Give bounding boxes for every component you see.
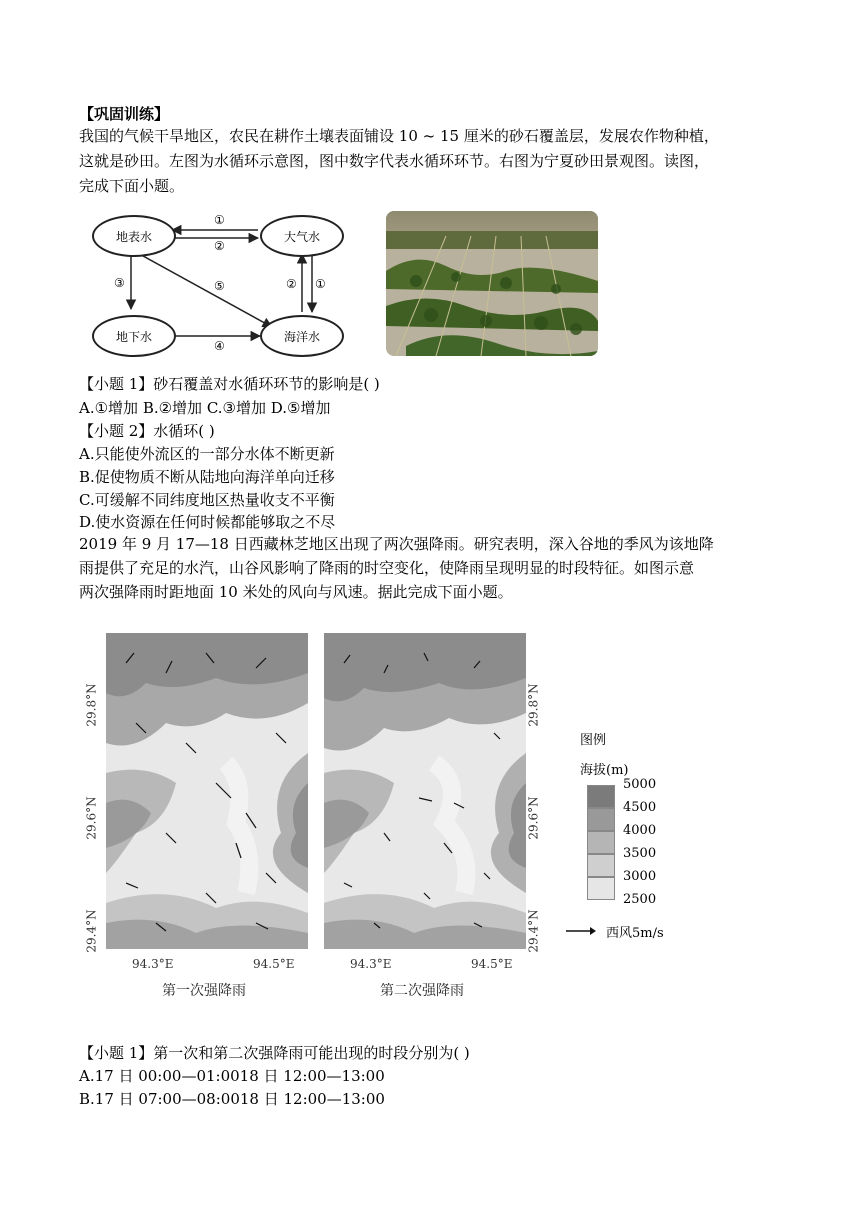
question-options: A.①增加 B.②增加 C.③增加 D.⑤增加: [79, 399, 331, 417]
wind-map-figure: [80, 628, 720, 1008]
atmosphere-water-node: 大气水: [260, 215, 344, 257]
lon-label: 94.5°E: [253, 957, 295, 971]
ground-water-node: 地下水: [92, 315, 176, 357]
legend-swatch: [587, 877, 615, 900]
legend-value: 3500: [623, 846, 657, 861]
sand-field-photo: [386, 211, 598, 356]
legend-swatch: [587, 831, 615, 854]
legend-subtitle: 海拔(m): [580, 763, 629, 778]
legend-value: 4500: [623, 800, 657, 815]
lat-label: 29.6°N: [84, 796, 99, 840]
question-option: C.可缓解不同纬度地区热量收支不平衡: [79, 491, 335, 509]
cycle-label: ②: [214, 239, 225, 253]
section-title: 【巩固训练】: [79, 105, 170, 123]
legend-swatch: [587, 808, 615, 831]
map-panel-1: [106, 633, 308, 949]
lon-label: 94.5°E: [471, 957, 513, 971]
intro-line: 完成下面小题。: [79, 177, 185, 195]
question-stem: 【小题 2】水循环( ): [79, 422, 215, 440]
water-cycle-diagram: [86, 205, 366, 365]
wind-legend-arrow-icon: [566, 926, 596, 936]
question-option: D.使水资源在任何时候都能够取之不尽: [79, 513, 336, 531]
lat-label: 29.8°N: [526, 683, 541, 727]
legend-value: 3000: [623, 869, 657, 884]
passage-line: 两次强降雨时距地面 10 米处的风向与风速。据此完成下面小题。: [79, 583, 513, 601]
cycle-label: ④: [214, 339, 225, 353]
lon-label: 94.3°E: [132, 957, 174, 971]
question-option: A.只能使外流区的一部分水体不断更新: [79, 445, 335, 463]
legend-value: 2500: [623, 892, 657, 907]
question-option: A.17 日 00:00—01:0018 日 12:00—13:00: [79, 1067, 385, 1085]
ocean-water-node: 海洋水: [260, 315, 344, 357]
panel-title: 第一次强降雨: [162, 983, 246, 999]
lat-label: 29.6°N: [526, 796, 541, 840]
question-stem: 【小题 1】砂石覆盖对水循环环节的影响是( ): [79, 375, 380, 393]
lat-label: 29.4°N: [526, 909, 541, 953]
intro-line: 我国的气候干旱地区，农民在耕作土壤表面铺设 10 ~ 15 厘米的砂石覆盖层，发展农作物种植，: [79, 127, 719, 145]
legend-value: 5000: [623, 777, 657, 792]
wind-legend-label: 西风5m/s: [606, 926, 664, 941]
intro-line: 这就是砂田。左图为水循环示意图，图中数字代表水循环环节。右图为宁夏砂田景观图。读图，: [79, 152, 710, 170]
cycle-label: ①: [315, 277, 326, 291]
cycle-label: ③: [114, 276, 125, 290]
question-option: B.促使物质不断从陆地向海洋单向迁移: [79, 468, 335, 486]
cycle-label: ②: [286, 277, 297, 291]
passage-line: 2019 年 9 月 17—18 日西藏林芝地区出现了两次强降雨。研究表明，深入谷地的季风为该地降: [79, 535, 714, 553]
legend-swatch: [587, 854, 615, 877]
question-stem: 【小题 1】第一次和第二次强降雨可能出现的时段分别为( ): [79, 1044, 470, 1062]
cycle-label: ⑤: [214, 279, 225, 293]
passage-line: 雨提供了充足的水汽，山谷风影响了降雨的时空变化，使降雨呈现明显的时段特征。如图示意: [79, 559, 695, 577]
lat-label: 29.4°N: [84, 909, 99, 953]
cycle-label: ①: [214, 213, 225, 227]
lon-label: 94.3°E: [350, 957, 392, 971]
legend-value: 4000: [623, 823, 657, 838]
question-option: B.17 日 07:00—08:0018 日 12:00—13:00: [79, 1090, 385, 1108]
panel-title: 第二次强降雨: [380, 983, 464, 999]
legend-swatch: [587, 785, 615, 808]
surface-water-node: 地表水: [92, 215, 176, 257]
map-panel-2: [324, 633, 526, 949]
lat-label: 29.8°N: [84, 683, 99, 727]
legend-title: 图例: [580, 733, 607, 748]
photo-illustration: [386, 211, 598, 356]
